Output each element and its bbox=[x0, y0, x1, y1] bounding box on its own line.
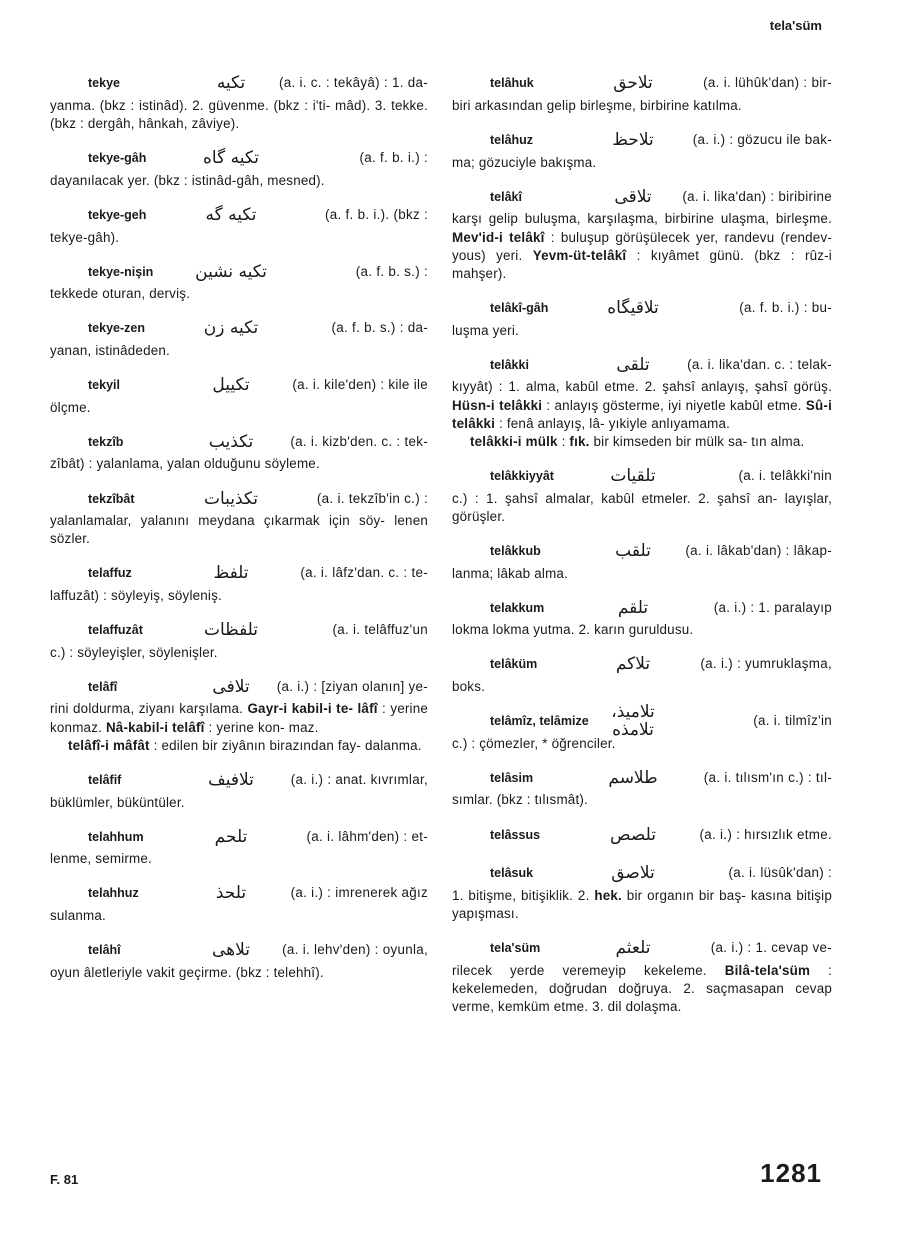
entry-head-line bbox=[452, 594, 832, 621]
headword: telâsim bbox=[490, 770, 534, 785]
definition-text: karşı gelip buluşma, karşılaşma, birbirine ulaşma, birleşme. Mev'id-i telâkî : buluşup görüşülecek yer, randevu (rendev-yous) yeri. Yevm-üt-telâkî : kıyâmet günü. (bkz : rûz-i mahşer). bbox=[452, 211, 832, 282]
dictionary-entry bbox=[452, 594, 832, 639]
definition-start: (a. i. lühûk'dan) : bir- bbox=[703, 75, 832, 91]
sub-entry: telâkki-i mülk : fık. bir kimseden bir mülk sa- tın alma. bbox=[470, 434, 805, 450]
dictionary-entry bbox=[50, 485, 428, 548]
entry-head-line bbox=[50, 428, 428, 455]
definition-text: ma; gözuciyle bakışma. bbox=[452, 154, 597, 170]
dictionary-entry bbox=[452, 702, 832, 753]
headword: telâmîz, telâmize bbox=[490, 714, 589, 729]
dictionary-entry bbox=[50, 315, 428, 360]
entry-head-line bbox=[452, 183, 832, 210]
definition-text: c.) : çömezler, * öğrenciler. bbox=[452, 735, 616, 751]
dictionary-entry bbox=[50, 823, 428, 868]
entry-head-line bbox=[452, 463, 832, 490]
definition-start: (a. i. lehv'den) : oyunla, bbox=[282, 942, 428, 958]
arabic-script: تكذيب bbox=[208, 431, 254, 452]
headword: tekye bbox=[88, 76, 120, 91]
entry-head-line bbox=[452, 70, 832, 97]
entry-head-line bbox=[50, 485, 428, 512]
dictionary-entry bbox=[50, 145, 428, 190]
arabic-script: تلاحق bbox=[613, 73, 653, 94]
headword: telâfî bbox=[88, 679, 118, 694]
arabic-script: تلقيات bbox=[610, 466, 656, 487]
entry-head-line bbox=[50, 673, 428, 700]
definition-text: dayanılacak yer. (bkz : istinâd-gâh, mesned). bbox=[50, 172, 325, 188]
entry-head-line bbox=[50, 937, 428, 964]
dictionary-entry bbox=[452, 764, 832, 809]
definition-text: yanan, istinâdeden. bbox=[50, 343, 170, 359]
definition-text: yanma. (bkz : istinâd). 2. güvenme. (bkz : i'ti- mâd). 3. tekke. (bkz : dergâh, hânkah, zâviye). bbox=[50, 98, 428, 132]
arabic-script: تلفظ bbox=[213, 563, 249, 584]
dictionary-entry bbox=[50, 258, 428, 303]
definition-text: kıyyât) : 1. alma, kabûl etme. 2. şahsî anlayış, şahsî görüş. Hüsn-i telâkki : anlayış gösterme, iyi niyetle kabûl etme. Sû-i telâkki : fenâ anlayış, lâ- yıkiyle anlıyamama. bbox=[452, 379, 832, 431]
dictionary-entry bbox=[50, 428, 428, 473]
definition-start: (a. i.) : 1. paralayıp bbox=[713, 599, 832, 615]
definition-text: zîbât) : yalanlama, yalan olduğunu söyleme. bbox=[50, 456, 320, 472]
headword: telâkî bbox=[490, 189, 522, 204]
arabic-script: تلاميذ، تلامذه bbox=[611, 702, 655, 741]
definition-text: tekye-gâh). bbox=[50, 229, 120, 245]
headword: telâkî-gâh bbox=[490, 301, 549, 316]
dictionary-entry bbox=[50, 673, 428, 755]
definition-text: oyun âletleriyle vakit geçirme. (bkz : telehhî). bbox=[50, 964, 324, 980]
definition-start: (a. i. lüsûk'dan) : bbox=[728, 865, 832, 881]
definition-start: (a. i. kile'den) : kile ile bbox=[292, 377, 428, 393]
headword: telahhum bbox=[88, 829, 144, 844]
headword: telâhuk bbox=[490, 76, 534, 91]
entry-head-line bbox=[50, 560, 428, 587]
dictionary-entry bbox=[50, 880, 428, 925]
definition-start: (a. f. b. i.) : bu- bbox=[739, 300, 832, 316]
entry-head-line bbox=[50, 823, 428, 850]
entry-head-line bbox=[452, 295, 832, 322]
arabic-script: تلاقى bbox=[614, 186, 652, 207]
definition-start: (a. i.) : yumruklaşma, bbox=[700, 656, 832, 672]
definition-start: (a. i. tekzîb'in c.) : bbox=[316, 490, 428, 506]
headword: telâfif bbox=[88, 772, 122, 787]
arabic-script: تكيه bbox=[216, 73, 246, 94]
dictionary-entry bbox=[452, 651, 832, 696]
arabic-script: تلاصق bbox=[611, 863, 655, 884]
dictionary-entry bbox=[452, 127, 832, 172]
definition-text: lanma; lâkab alma. bbox=[452, 565, 568, 581]
definition-text: lenme, semirme. bbox=[50, 851, 152, 867]
arabic-script: تلفظات bbox=[203, 620, 259, 641]
definition-start: (a. f. b. i.) : bbox=[359, 150, 428, 166]
arabic-script: تكذيبات bbox=[203, 488, 259, 509]
definition-start: (a. f. b. i.). (bkz : bbox=[324, 207, 428, 222]
definition-start: (a. i. lika'dan. c. : telak- bbox=[687, 356, 832, 372]
definition-start: (a. i.) : imrenerek ağız bbox=[290, 885, 428, 901]
headword: tela'süm bbox=[490, 940, 541, 955]
dictionary-entry bbox=[50, 70, 428, 133]
definition-start: (a. i. telâffuz'un bbox=[332, 622, 428, 638]
dictionary-entry bbox=[50, 937, 428, 982]
definition-start: (a. i.) : anat. kıvrımlar, bbox=[290, 771, 428, 787]
definition-text: laffuzât) : söyleyiş, söyleniş. bbox=[50, 588, 222, 604]
definition-start: (a. i.) : 1. cevap ve- bbox=[710, 939, 832, 955]
arabic-script: تلعثم bbox=[615, 937, 651, 958]
definition-start: (a. i. lâkab'dan) : lâkap- bbox=[685, 543, 832, 559]
definition-start: (a. i.) : gözucu ile bak- bbox=[692, 132, 832, 148]
definition-start: (a. i. tılısm'ın c.) : tıl- bbox=[703, 769, 832, 785]
definition-text: sulanma. bbox=[50, 907, 106, 923]
definition-start: (a. i. telâkki'nin bbox=[738, 468, 832, 484]
arabic-script: تلاحظ bbox=[612, 130, 654, 151]
signature-mark: F. 81 bbox=[50, 1172, 79, 1187]
headword: telâhî bbox=[88, 943, 121, 958]
definition-text: boks. bbox=[452, 679, 486, 695]
definition-start: (a. i. lâhm'den) : et- bbox=[306, 828, 428, 844]
headword: tekye-nişin bbox=[88, 264, 154, 279]
arabic-script: تلاقيگاه bbox=[607, 298, 659, 319]
arabic-script: تلحم bbox=[214, 826, 248, 847]
headword: telâkki bbox=[490, 357, 529, 372]
entry-head-line bbox=[50, 767, 428, 794]
entry-head-line bbox=[50, 617, 428, 644]
definition-start: (a. i.) : hırsızlık etme. bbox=[699, 826, 832, 842]
definition-start: (a. i. lika'dan) : biribirine bbox=[682, 188, 832, 204]
definition-text: rini doldurma, ziyanı karşılama. Gayr-i kabil-i te- lâfî : yerine konmaz. Nâ-kabil-i telâfî : yerine kon- maz. bbox=[50, 701, 429, 735]
entry-head-line bbox=[452, 935, 832, 962]
dictionary-entry bbox=[452, 538, 832, 583]
running-head: tela'süm bbox=[769, 18, 822, 33]
sub-entry: telâfî-i mâfât : edilen bir ziyânın birazından fay- dalanma. bbox=[68, 737, 422, 753]
headword: tekye-geh bbox=[88, 208, 147, 222]
entry-head-line bbox=[452, 127, 832, 154]
headword: telâkkiyyât bbox=[490, 469, 554, 484]
definition-text: lokma lokma yutma. 2. karın guruldusu. bbox=[452, 622, 694, 638]
entry-head-line bbox=[452, 538, 832, 565]
headword: tekye-zen bbox=[88, 321, 145, 336]
definition-text: biri arkasından gelip birleşme, birbirine katılma. bbox=[452, 98, 742, 113]
dictionary-entry bbox=[452, 821, 832, 848]
page-number: 1281 bbox=[760, 1158, 822, 1188]
arabic-script: تلقب bbox=[615, 541, 651, 562]
right-column bbox=[452, 70, 832, 1028]
definition-start: (a. f. b. s.) : bbox=[355, 263, 428, 279]
entry-head-line bbox=[50, 880, 428, 907]
headword: tekzîb bbox=[88, 434, 124, 449]
dictionary-entry bbox=[452, 295, 832, 340]
dictionary-entry bbox=[452, 935, 832, 1017]
headword: tekye-gâh bbox=[88, 151, 147, 166]
definition-start: (a. i. lâfz'dan. c. : te- bbox=[300, 565, 428, 581]
definition-text: ölçme. bbox=[50, 399, 91, 415]
arabic-script: تلافى bbox=[212, 676, 250, 697]
headword: telaffuz bbox=[88, 566, 132, 581]
definition-start: (a. i. tilmîz'in bbox=[753, 713, 832, 729]
definition-text: 1. bitişme, bitişiklik. 2. hek. bir organın bir baş- kasına bitişip yapışması. bbox=[452, 887, 832, 921]
dictionary-entry bbox=[452, 70, 832, 115]
entry-head-line bbox=[452, 764, 832, 791]
headword: telâsuk bbox=[490, 866, 534, 881]
dictionary-entry bbox=[452, 351, 832, 451]
entry-head-line bbox=[452, 651, 832, 678]
dictionary-entry bbox=[50, 372, 428, 417]
definition-text: yalanlamalar, yalanını meydana çıkarmak için söy- lenen sözler. bbox=[50, 513, 428, 547]
definition-text: büklümler, büküntüler. bbox=[50, 794, 185, 810]
definition-text: c.) : 1. şahsî almalar, kabûl etmeler. 2. şahsî an- layışlar, görüşler. bbox=[452, 490, 832, 524]
dictionary-entry bbox=[50, 202, 428, 247]
definition-start: (a. f. b. s.) : da- bbox=[331, 320, 428, 336]
headword: telâküm bbox=[490, 657, 538, 672]
entry-head-line bbox=[50, 202, 428, 229]
arabic-script: تكيه گاه bbox=[203, 148, 259, 169]
arabic-script: تكيه زن bbox=[203, 318, 259, 339]
headword: telakkum bbox=[490, 600, 545, 615]
headword: telahhuz bbox=[88, 886, 139, 901]
arabic-script: تلافيف bbox=[208, 769, 254, 790]
headword: telaffuzât bbox=[88, 623, 143, 638]
entry-head-line bbox=[50, 145, 428, 172]
definition-text: c.) : söyleyişler, söylenişler. bbox=[50, 644, 218, 660]
definition-text: tekkede oturan, derviş. bbox=[50, 286, 191, 302]
entry-head-line bbox=[452, 351, 832, 378]
arabic-script: تلقى bbox=[616, 354, 650, 375]
entry-head-line bbox=[50, 315, 428, 342]
headword: tekzîbât bbox=[88, 491, 135, 506]
entry-head-line bbox=[50, 70, 428, 97]
entry-head-line bbox=[452, 702, 832, 741]
headword: telâkkub bbox=[490, 544, 541, 559]
definition-text: rilecek yerde veremeyip kekeleme. Bilâ-tela'süm : kekelemeden, doğrudan doğruya. 2. saçmasapan cevap verme, kemküm etme. 3. dil dolaşma. bbox=[452, 962, 833, 1014]
entry-head-line bbox=[452, 860, 832, 887]
arabic-script: تلقم bbox=[617, 597, 649, 618]
headword: tekyil bbox=[88, 378, 120, 393]
arabic-script: طلاسم bbox=[608, 767, 658, 788]
definition-start: (a. i.) : [ziyan olanın] ye- bbox=[276, 678, 428, 694]
headword: telâssus bbox=[490, 827, 541, 842]
entry-head-line bbox=[50, 258, 428, 285]
arabic-script: تلصص bbox=[610, 824, 656, 845]
arabic-script: تكيه نشين bbox=[195, 261, 267, 282]
arabic-script: تكيه گه bbox=[205, 205, 257, 225]
entry-head-line bbox=[452, 821, 832, 848]
definition-text: luşma yeri. bbox=[452, 322, 519, 338]
definition-start: (a. i. kizb'den. c. : tek- bbox=[290, 433, 428, 449]
arabic-script: تلاكم bbox=[615, 654, 651, 675]
dictionary-entry bbox=[452, 463, 832, 526]
entry-head-line bbox=[50, 372, 428, 399]
headword: telâhuz bbox=[490, 133, 534, 148]
arabic-script: تلحذ bbox=[215, 883, 247, 904]
definition-start: (a. i. c. : tekâyâ) : 1. da- bbox=[278, 75, 428, 91]
left-column bbox=[50, 70, 428, 993]
dictionary-entry bbox=[50, 617, 428, 662]
dictionary-entry bbox=[50, 767, 428, 812]
arabic-script: تلاهى bbox=[211, 940, 250, 961]
arabic-script: تكييل bbox=[212, 375, 250, 396]
dictionary-entry bbox=[452, 183, 832, 283]
dictionary-entry bbox=[50, 560, 428, 605]
dictionary-entry bbox=[452, 860, 832, 923]
definition-text: sımlar. (bkz : tılısmât). bbox=[452, 792, 588, 808]
